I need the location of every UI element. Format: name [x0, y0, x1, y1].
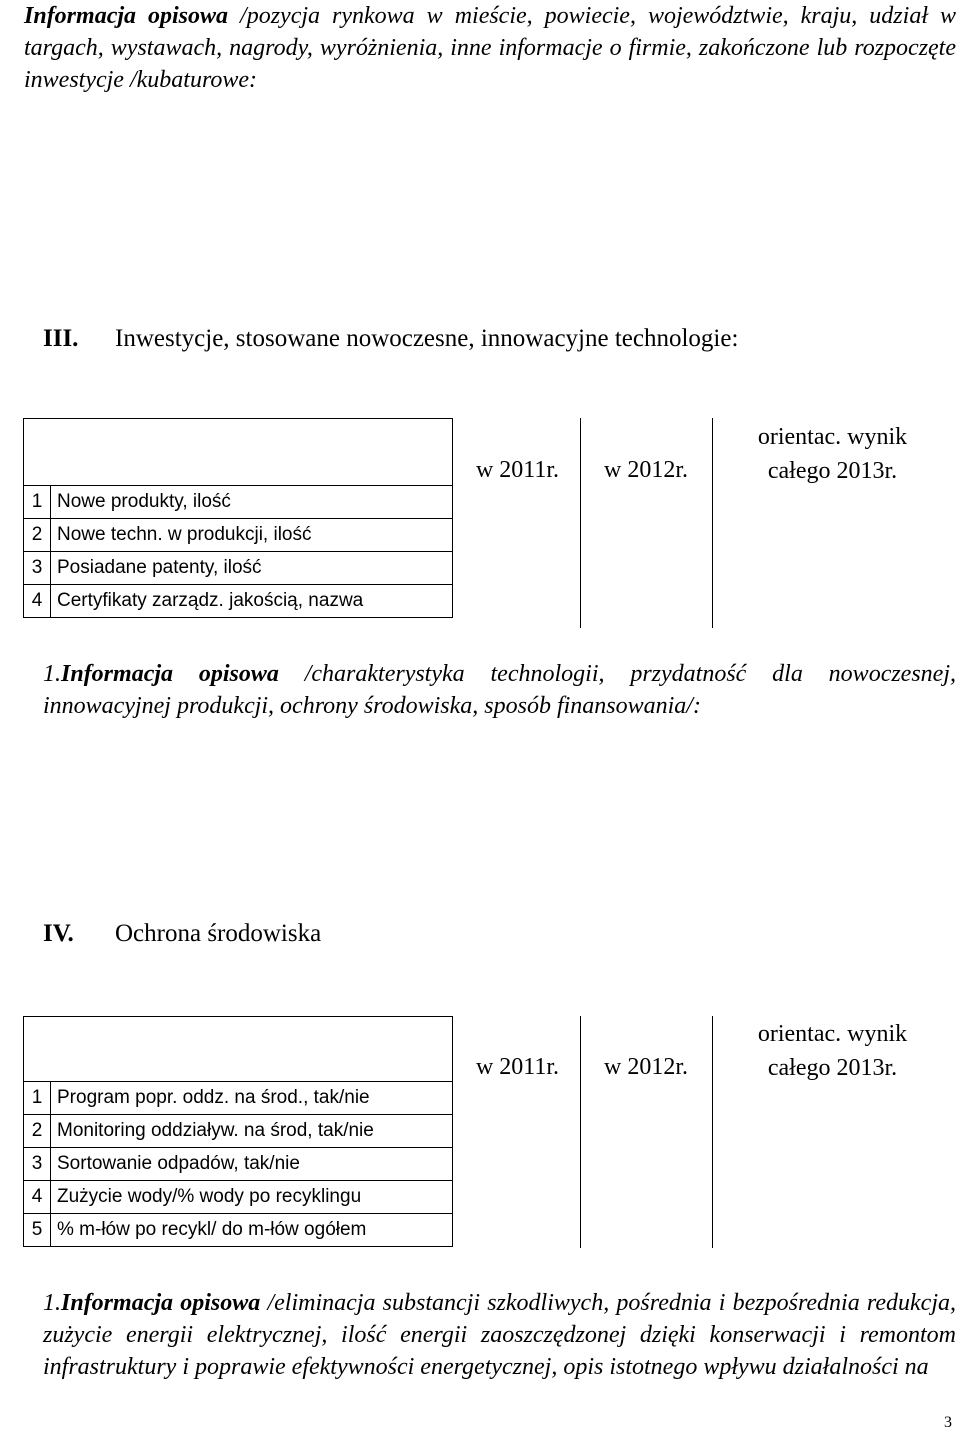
section-3-info-prefix: 1.: [43, 661, 61, 687]
section-4-heading: [43, 920, 321, 948]
table-header-blank: [24, 419, 453, 486]
table-row: 1 Program popr. oddz. na środ., tak/nie: [24, 1082, 453, 1115]
row-label: Monitoring oddziaływ. na środ, tak/nie: [51, 1115, 453, 1148]
intro-label: Informacja opisowa: [24, 3, 229, 29]
page-number: 3: [944, 1414, 952, 1431]
section-4-number: IV.: [43, 920, 74, 947]
section-4-col-2013: orientac. wynik całego 2013r.: [757, 1021, 908, 1081]
section-3-info: [43, 658, 956, 722]
row-label: Program popr. oddz. na środ., tak/nie: [51, 1082, 453, 1115]
section-3-info-label: Informacja opisowa: [61, 661, 279, 687]
section-3-col-2011: w 2011r.: [475, 457, 560, 483]
section-3-number: III.: [43, 325, 79, 352]
intro-text: /pozycja rynkowa w mieście, powiecie, województwie, kraju, udział w targach, wystawach, nagrody, wyróżnienia, inne informacje o firmie, zakończone lub rozpoczęte inwestycje /kubaturowe:: [24, 3, 956, 93]
table-row: 3 Sortowanie odpadów, tak/nie: [24, 1148, 453, 1181]
table-row: 2 Nowe techn. w produkcji, ilość: [24, 519, 453, 552]
section-4-info-prefix: 1.: [43, 1290, 61, 1316]
section-3-info-text: /charakterystyka technologii, przydatność dla nowoczesnej, innowacyjnej produkcji, ochrony środowiska, sposób finansowania/:: [43, 661, 956, 719]
section-4-col-2012: w 2012r.: [604, 1054, 688, 1080]
section-3-col-divider: [712, 418, 713, 628]
row-label: Nowe produkty, ilość: [51, 486, 453, 519]
table-row: 4 Certyfikaty zarządz. jakością, nazwa: [24, 585, 453, 618]
row-label: % m-łów po recykl/ do m-łów ogółem: [51, 1214, 453, 1247]
section-3-heading: [43, 325, 738, 353]
row-label: Posiadane patenty, ilość: [51, 552, 453, 585]
section-4-col-divider: [580, 1016, 581, 1248]
intro-paragraph: [24, 0, 956, 96]
section-4-col-divider: [712, 1016, 713, 1248]
section-4-info: [43, 1287, 956, 1383]
row-label: Nowe techn. w produkcji, ilość: [51, 519, 453, 552]
section-3-title: Inwestycje, stosowane nowoczesne, innowacyjne technologie:: [115, 325, 739, 352]
section-3-table: [23, 418, 453, 618]
section-4-info-label: Informacja opisowa: [61, 1290, 261, 1316]
table-row: 3 Posiadane patenty, ilość: [24, 552, 453, 585]
row-label: Sortowanie odpadów, tak/nie: [51, 1148, 453, 1181]
section-3-col-divider: [580, 418, 581, 628]
section-4-title: Ochrona środowiska: [115, 920, 322, 947]
table-row: 2 Monitoring oddziaływ. na środ, tak/nie: [24, 1115, 453, 1148]
section-3-col-2012: w 2012r.: [604, 457, 688, 483]
row-label: Zużycie wody/% wody po recyklingu: [51, 1181, 453, 1214]
row-label: Certyfikaty zarządz. jakością, nazwa: [51, 585, 453, 618]
table-row: 1 Nowe produkty, ilość: [24, 486, 453, 519]
table-header-blank: [24, 1017, 453, 1082]
table-row: 4 Zużycie wody/% wody po recyklingu: [24, 1181, 453, 1214]
section-3-col-2013: orientac. wynik całego 2013r.: [757, 424, 908, 484]
table-row: 5 % m-łów po recykl/ do m-łów ogółem: [24, 1214, 453, 1247]
section-4-table: [23, 1016, 453, 1247]
section-4-info-text: /eliminacja substancji szkodliwych, pośrednia i bezpośrednia redukcja, zużycie energii elektrycznej, ilość energii zaoszczędzonej dzięki konserwacji i remontom infrastruktury i poprawie efektywności energetycznej, opis istotnego wpływu działalności na: [43, 1290, 956, 1380]
section-4-col-2011: w 2011r.: [475, 1054, 560, 1080]
